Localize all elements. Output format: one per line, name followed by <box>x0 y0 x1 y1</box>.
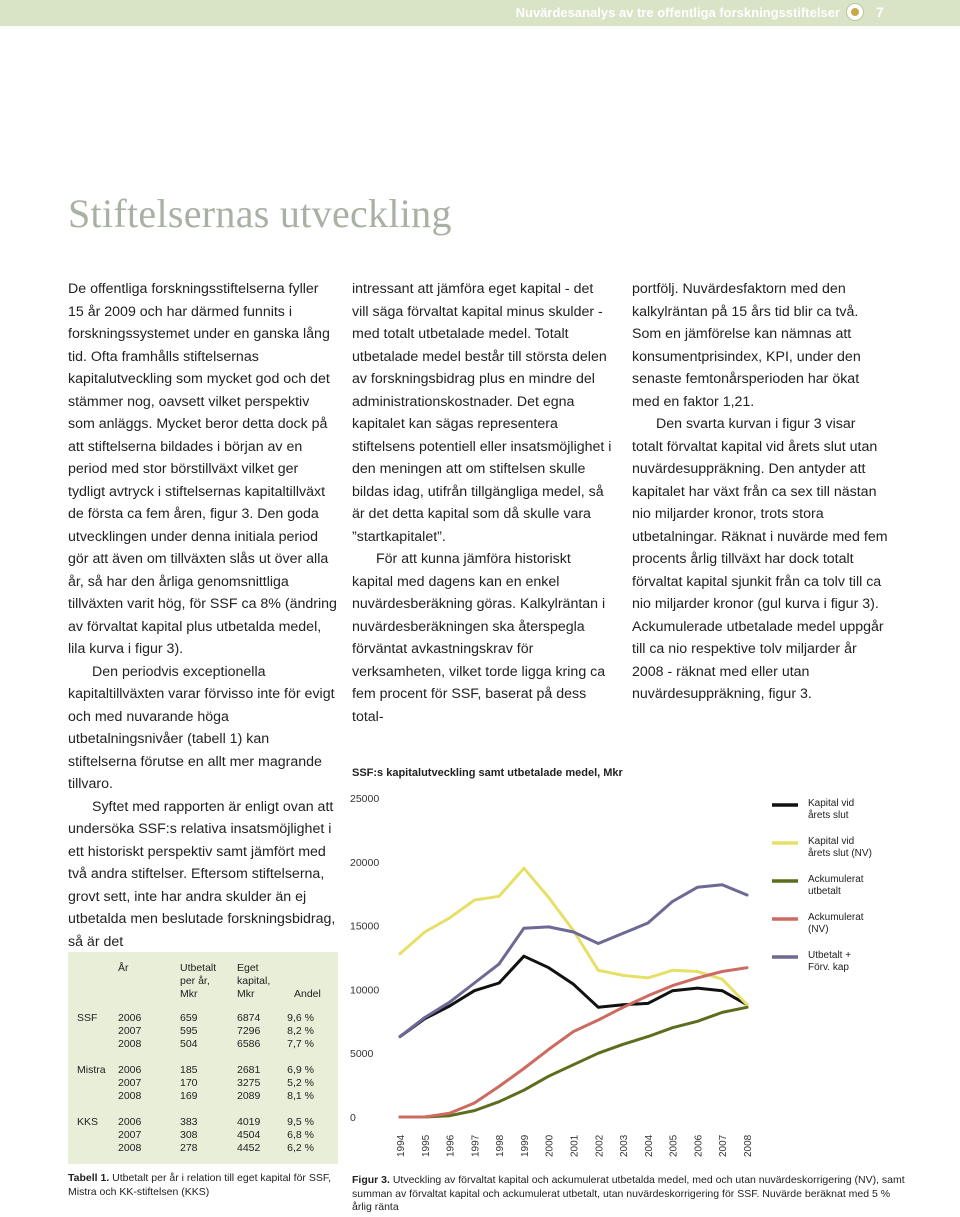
table-cell-paid: 504 <box>180 1038 198 1050</box>
data-point <box>746 1003 749 1006</box>
figure-caption <box>352 1174 912 1215</box>
legend-label-0: Kapital vid <box>808 798 855 809</box>
data-point <box>399 952 402 955</box>
data-point <box>746 894 749 897</box>
table-cell-equity: 4452 <box>237 1142 261 1154</box>
data-point <box>647 1002 650 1005</box>
x-tick-label: 1994 <box>396 1134 407 1157</box>
data-point <box>498 1085 501 1088</box>
y-tick-label: 5000 <box>350 1048 374 1061</box>
data-point <box>572 983 575 986</box>
data-point <box>547 966 550 969</box>
data-point <box>423 1116 426 1119</box>
data-point <box>696 987 699 990</box>
data-point <box>721 970 724 973</box>
data-point <box>448 917 451 920</box>
table-header-share: Andel <box>294 988 321 1000</box>
figure-caption-text: Utveckling av förvaltat kapital och ackumulerat utbetalda medel, med och utan nuvärdeskorrigering (NV), samt summan av förvaltat kapital och ackumulerat utbetalt, utan nuvärdeskorrigering för SSF. Nuvärde beräknat med 5 % årlig ränta <box>352 1174 905 1213</box>
table-header-paid-3: Mkr <box>180 988 198 1000</box>
data-point <box>399 1116 402 1119</box>
data-point <box>597 942 600 945</box>
x-tick-label: 1995 <box>420 1134 432 1157</box>
data-point <box>473 899 476 902</box>
x-tick-label: 2005 <box>668 1134 680 1157</box>
legend-label-2: Ackumulerat <box>808 874 864 885</box>
data-point <box>523 927 526 930</box>
legend-label-2: utbetalt <box>808 886 841 897</box>
table-cell-year: 2008 <box>118 1090 142 1102</box>
data-point <box>721 989 724 992</box>
table-header-year: År <box>118 962 129 974</box>
data-point <box>696 977 699 980</box>
page-number: 7 <box>876 4 884 20</box>
x-tick-label: 2001 <box>569 1134 581 1157</box>
table-cell-year: 2008 <box>118 1038 142 1050</box>
table-cell-year: 2006 <box>118 1012 142 1024</box>
table-cell-equity: 7296 <box>237 1025 261 1037</box>
data-point <box>622 932 625 935</box>
x-tick-label: 1997 <box>470 1134 482 1157</box>
data-point <box>523 955 526 958</box>
data-point <box>746 1006 749 1009</box>
table-cell-share: 7,7 % <box>287 1038 314 1050</box>
data-point <box>423 931 426 934</box>
table-cell-year: 2008 <box>118 1142 142 1154</box>
table-cell-share: 6,2 % <box>287 1142 314 1154</box>
series-line-4 <box>400 885 747 1037</box>
data-point <box>671 984 674 987</box>
running-header-title: Nuvärdesanalys av tre offentliga forskningsstiftelser <box>515 5 840 20</box>
x-tick-label: 2000 <box>544 1134 556 1157</box>
table-cell-paid: 595 <box>180 1025 198 1037</box>
data-point <box>473 1109 476 1112</box>
legend-label-0: årets slut <box>808 810 849 821</box>
paragraph: Den periodvis exceptionella kapitaltillväxten varar förvisso inte för evigt och med nuvarande höga utbetalningsnivåer (tabell 1) kan stiftelserna förutse en allt mer magrande tillvaro. <box>68 663 335 792</box>
data-point <box>547 926 550 929</box>
table-cell-paid: 383 <box>180 1116 198 1128</box>
page-title: Stiftelsernas utveckling <box>68 191 452 236</box>
paragraph: Den svarta kurvan i figur 3 visar totalt förvaltat kapital vid årets slut utan nuvärdesuppräkning. Den antyder att kapitalet har växt från ca sex till nästan nio miljarder kronor, trots stora utbetalningar. Räknat i nuvärde med fem procents årlig tillväxt har dock totalt förvaltat kapital sjunkit från ca tolv till ca nio miljarder kronor (gul kurva i figur 3). Ackumulerade utbetalade medel uppgår till ca nio respektive tolv miljarder år 2008 - räknat med eller utan nuvärdesuppräkning, figur 3. <box>632 416 888 702</box>
x-tick-label: 2007 <box>718 1134 730 1157</box>
data-point <box>523 1089 526 1092</box>
data-point <box>473 989 476 992</box>
legend-label-1: Kapital vid <box>808 836 855 847</box>
data-point <box>572 1030 575 1033</box>
series-line-3 <box>400 968 747 1117</box>
legend-label-1: årets slut (NV) <box>808 848 872 859</box>
data-point <box>448 1005 451 1008</box>
table-caption-label: Tabell 1. <box>68 1172 110 1184</box>
table-group-label: KKS <box>77 1116 99 1128</box>
paragraph: För att kunna jämföra historiskt kapital med dagens kan en enkel nuvärdesberäkning göras. Kalkylräntan i nuvärdesberäkningen ska återspegla förväntat avkastningskrav för verksamheten, vilket torde ligga kring ca fem procent för SSF, baserat på dess total- <box>352 551 606 725</box>
table-cell-year: 2006 <box>118 1064 142 1076</box>
table-caption <box>68 1172 338 1199</box>
table-cell-share: 8,2 % <box>287 1025 314 1037</box>
paragraph: intressant att jämföra eget kapital - det vill säga förvaltat kapital minus skulder - med totalt utbetalade medel. Totalt utbetalade medel består till största delen av forskningsbidrag plus en mindre del administrationskostnader. Det egna kapitalet kan sägas representera stiftelsens potentiell eller insatsmöjlighet i den meningen att om stiftelsen skulle bildas idag, utifrån tillgängliga medel, så är det detta kapital som då skulle vara ”startkapitalet”. <box>352 281 612 545</box>
data-point <box>671 989 674 992</box>
table-cell-paid: 278 <box>180 1142 198 1154</box>
table-cell-paid: 170 <box>180 1077 198 1089</box>
table-header-paid-1: Utbetalt <box>180 962 217 974</box>
data-point <box>647 977 650 980</box>
data-point <box>622 1006 625 1009</box>
data-point <box>597 1052 600 1055</box>
data-point <box>448 1001 451 1004</box>
data-point <box>473 1102 476 1105</box>
data-point <box>523 1067 526 1070</box>
table-cell-paid: 659 <box>180 1012 198 1024</box>
table-cell-paid: 169 <box>180 1090 198 1102</box>
data-point <box>597 969 600 972</box>
table-cell-equity: 6586 <box>237 1038 261 1050</box>
foundation-logo-icon <box>846 3 864 21</box>
y-tick-label: 10000 <box>350 984 380 997</box>
data-point <box>721 883 724 886</box>
data-point <box>696 970 699 973</box>
table-cell-equity: 2681 <box>237 1064 261 1076</box>
data-point <box>597 1019 600 1022</box>
series-line-0 <box>400 956 747 1036</box>
data-point <box>721 978 724 981</box>
data-point <box>498 1100 501 1103</box>
legend-label-4: Utbetalt + <box>808 950 852 961</box>
table-cell-equity: 3275 <box>237 1077 261 1089</box>
data-point <box>597 1006 600 1009</box>
series-line-2 <box>400 1007 747 1117</box>
table-header-equity-1: Eget <box>237 962 259 974</box>
table-cell-share: 5,2 % <box>287 1077 314 1089</box>
table-cell-share: 8,1 % <box>287 1090 314 1102</box>
table-header-paid-2: per år, <box>180 975 210 987</box>
x-tick-label: 1996 <box>445 1134 457 1157</box>
table-group-label: SSF <box>77 1012 98 1024</box>
table-cell-paid: 185 <box>180 1064 198 1076</box>
table-cell-year: 2007 <box>118 1129 142 1141</box>
table-group-label: Mistra <box>77 1064 106 1076</box>
line-chart <box>340 790 940 1170</box>
legend-label-4: Förv. kap <box>808 962 849 973</box>
data-point <box>696 886 699 889</box>
data-point <box>622 974 625 977</box>
table-cell-share: 6,8 % <box>287 1129 314 1141</box>
x-tick-label: 1998 <box>495 1134 507 1157</box>
text-column-2 <box>352 278 612 728</box>
data-point <box>572 1063 575 1066</box>
data-point <box>473 982 476 985</box>
data-table <box>68 952 338 1164</box>
chart-title: SSF:s kapitalutveckling samt utbetalade medel, Mkr <box>352 767 623 779</box>
data-point <box>671 969 674 972</box>
data-point <box>572 931 575 934</box>
data-point <box>647 994 650 997</box>
table-cell-equity: 6874 <box>237 1012 261 1024</box>
data-point <box>671 900 674 903</box>
text-column-1 <box>68 278 338 953</box>
x-tick-label: 2002 <box>594 1134 606 1157</box>
table-cell-share: 6,9 % <box>287 1064 314 1076</box>
data-point <box>647 922 650 925</box>
figure-caption-label: Figur 3. <box>352 1174 390 1186</box>
table-header-equity-3: Mkr <box>237 988 255 1000</box>
table-header-equity-2: kapital, <box>237 975 271 987</box>
table-cell-paid: 308 <box>180 1129 198 1141</box>
data-point <box>622 1043 625 1046</box>
x-tick-label: 2004 <box>643 1134 655 1157</box>
data-point <box>547 1048 550 1051</box>
x-tick-label: 2006 <box>693 1134 705 1157</box>
data-point <box>448 1112 451 1115</box>
header-bar <box>0 0 960 26</box>
table-cell-equity: 4019 <box>237 1116 261 1128</box>
data-point <box>696 1020 699 1023</box>
data-point <box>547 896 550 899</box>
data-point <box>498 982 501 985</box>
table-cell-year: 2007 <box>118 1025 142 1037</box>
legend-label-3: Ackumulerat <box>808 912 864 923</box>
paragraph: Syftet med rapporten är enligt ovan att undersöka SSF:s relativa insatsmöjlighet i ett historiskt perspektiv samt jämfört med två andra stiftelser. Eftersom stiftelserna, grovt sett, inte har andra skulder än ej utbetalda men beslutade forskningsbidrag, så är det <box>68 798 336 950</box>
data-point <box>523 867 526 870</box>
table-cell-equity: 2089 <box>237 1090 261 1102</box>
data-point <box>423 1016 426 1019</box>
y-tick-label: 20000 <box>350 856 380 869</box>
data-point <box>498 963 501 966</box>
x-tick-label: 1999 <box>519 1134 531 1157</box>
y-tick-label: 0 <box>350 1112 356 1124</box>
data-point <box>399 1035 402 1038</box>
table-cell-year: 2006 <box>118 1116 142 1128</box>
table-cell-equity: 4504 <box>237 1129 261 1141</box>
paragraph: portfölj. Nuvärdesfaktorn med den kalkylräntan på 15 års tid blir ca två. Som en jämförelse kan nämnas att konsumentprisindex, KPI, under den senaste femtonårsperioden har ökat med en faktor 1,21. <box>632 281 861 410</box>
data-point <box>746 966 749 969</box>
table-cell-share: 9,5 % <box>287 1116 314 1128</box>
table-caption-text: Utbetalt per år i relation till eget kapital för SSF, Mistra och KK-stiftelsen (KKS) <box>68 1172 332 1198</box>
table-cell-year: 2007 <box>118 1077 142 1089</box>
table-cell-share: 9,6 % <box>287 1012 314 1024</box>
text-column-3 <box>632 278 890 706</box>
data-point <box>671 1026 674 1029</box>
data-point <box>721 1011 724 1014</box>
data-point <box>647 1035 650 1038</box>
legend-label-3: (NV) <box>808 924 829 935</box>
paragraph: De offentliga forskningsstiftelserna fyller 15 år 2009 och har därmed funnits i forskningssystemet under en ganska lång tid. Ofta framhålls stiftelsernas kapitalutveckling som mycket god och det stämmer nog, oavsett vilket perspektiv som anläggs. Mycket beror detta dock på att stiftelserna bildades i början av en period med stor börstillväxt vilket ger tydligt avtryck i stiftelsernas kapitaltillväxt de första ca fem åren, figur 3. Den goda utvecklingen under denna initiala period gör att även om tillväxten slås ut över alla år, så har den årliga genomsnittliga tillväxten varit hög, för SSF ca 8% (ändring av förvaltat kapital plus utbetalda medel, lila kurva i figur 3). <box>68 281 337 657</box>
data-point <box>547 1075 550 1078</box>
x-tick-label: 2008 <box>743 1134 754 1157</box>
y-tick-label: 25000 <box>350 793 380 805</box>
x-tick-label: 2003 <box>619 1134 631 1157</box>
y-tick-label: 15000 <box>350 920 380 933</box>
data-point <box>498 895 501 898</box>
